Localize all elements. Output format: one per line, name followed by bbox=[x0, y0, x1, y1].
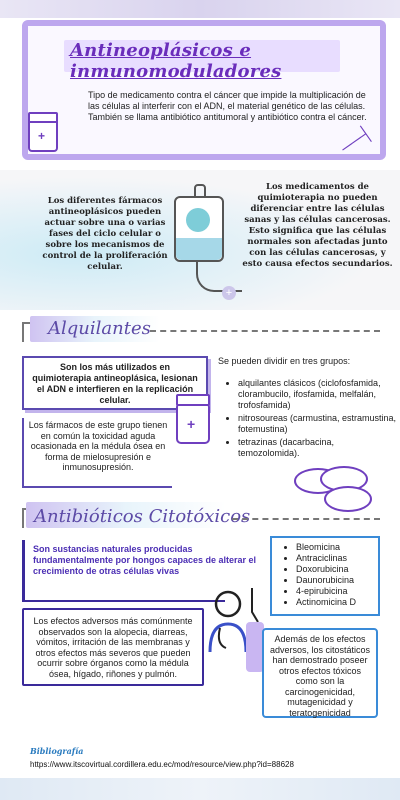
list-item: • nitrosoureas (carmustina, estramustina, fotemustina) bbox=[238, 413, 398, 435]
intro-text: Tipo de medicamento contra el cáncer que impide la multiplicación de las células al interferir con el ADN, el material genético de las células. También se llama antibiótico antitumoral y antibiótico contra el cáncer. bbox=[88, 90, 367, 122]
adverse-effects: Los efectos adversos más comúnmente observados son la alopecia, diarreas, vómitos, irritación de las membranas y otros efectos más severos que pueden ocurrir sobre órganos como la médula ósea, hígado, riñones y pulmón. bbox=[22, 608, 204, 686]
bibliography-link[interactable]: https://www.itscovirtual.cordillera.edu.ec/mod/resource/view.php?id=88628 bbox=[30, 760, 294, 769]
alquilantes-highlight: Son los más utilizados en quimioterapia antineoplásica, lesionan el ADN e interfieren en la replicación celular. bbox=[22, 356, 208, 410]
groups-list bbox=[226, 378, 398, 461]
section-divider bbox=[232, 518, 380, 520]
list-item: • tetrazinas (dacarbacina, temozolomida). bbox=[238, 437, 398, 459]
pills-icon bbox=[290, 462, 370, 512]
list-item: • Actinomicina D bbox=[296, 597, 372, 608]
antibioticos-title: Antibióticos Citotóxicos bbox=[34, 506, 251, 527]
list-item: • Antraciclinas bbox=[296, 553, 372, 564]
list-item: • Bleomicina bbox=[296, 542, 372, 553]
drugs-list bbox=[286, 542, 372, 608]
doctor-icon bbox=[206, 582, 266, 682]
syringe-icon: ──┤ bbox=[337, 123, 376, 158]
iv-bag-icon bbox=[174, 196, 224, 262]
section-divider bbox=[150, 330, 380, 332]
bibliography-label: Bibliografía bbox=[30, 746, 84, 756]
overview-left-text: Los diferentes fármacos antineoplásicos pueden actuar sobre una o varias fases del ciclo celular o sobre los mecanismos de control de la proliferación celular. bbox=[42, 196, 168, 272]
list-item: • Daunorubicina bbox=[296, 575, 372, 586]
overview-right-text: Los medicamentos de quimioterapia no pueden diferenciar entre las células sanas y las células cancerosas. Esto significa que las células normales son afectadas junto con las células cancerosas, y esto causa efectos secundarios. bbox=[242, 182, 393, 269]
antibioticos-highlight-text: Son sustancias naturales producidas fundamentalmente por hongos capaces de alterar el crecimiento de otras células vivas bbox=[33, 544, 257, 576]
pill-bottle-icon: + bbox=[28, 118, 58, 152]
list-item: • Doxorubicina bbox=[296, 564, 372, 575]
groups-intro: Se pueden dividir en tres grupos: bbox=[218, 356, 351, 366]
plus-icon: + bbox=[222, 286, 236, 300]
list-item: • alquilantes clásicos (ciclofosfamida, clorambucilo, ifosfamida, melfalán, trofosfamida) bbox=[238, 378, 398, 411]
top-decoration bbox=[0, 0, 400, 18]
pill-bottle-icon: + bbox=[176, 402, 210, 444]
drugs-list-box bbox=[270, 536, 380, 616]
list-item: • 4-epirubicina bbox=[296, 586, 372, 597]
iv-tube bbox=[196, 260, 242, 292]
alquilantes-toxicity: Los fármacos de este grupo tienen en común la toxicidad aguda ocasionada en la médula ósea en forma de mielosupresión e inmunosupresión. bbox=[22, 418, 172, 488]
other-effects: Además de los efectos adversos, los citostáticos han demostrado poseer otros efectos tóxicos como son la carcinogenicidad, mutagenicidad y teratogenicidad bbox=[262, 628, 378, 718]
bottom-decoration bbox=[0, 778, 400, 800]
alquilantes-title: Alquilantes bbox=[48, 318, 151, 339]
page-title: Antineoplásicos e inmunomoduladores bbox=[70, 40, 282, 82]
